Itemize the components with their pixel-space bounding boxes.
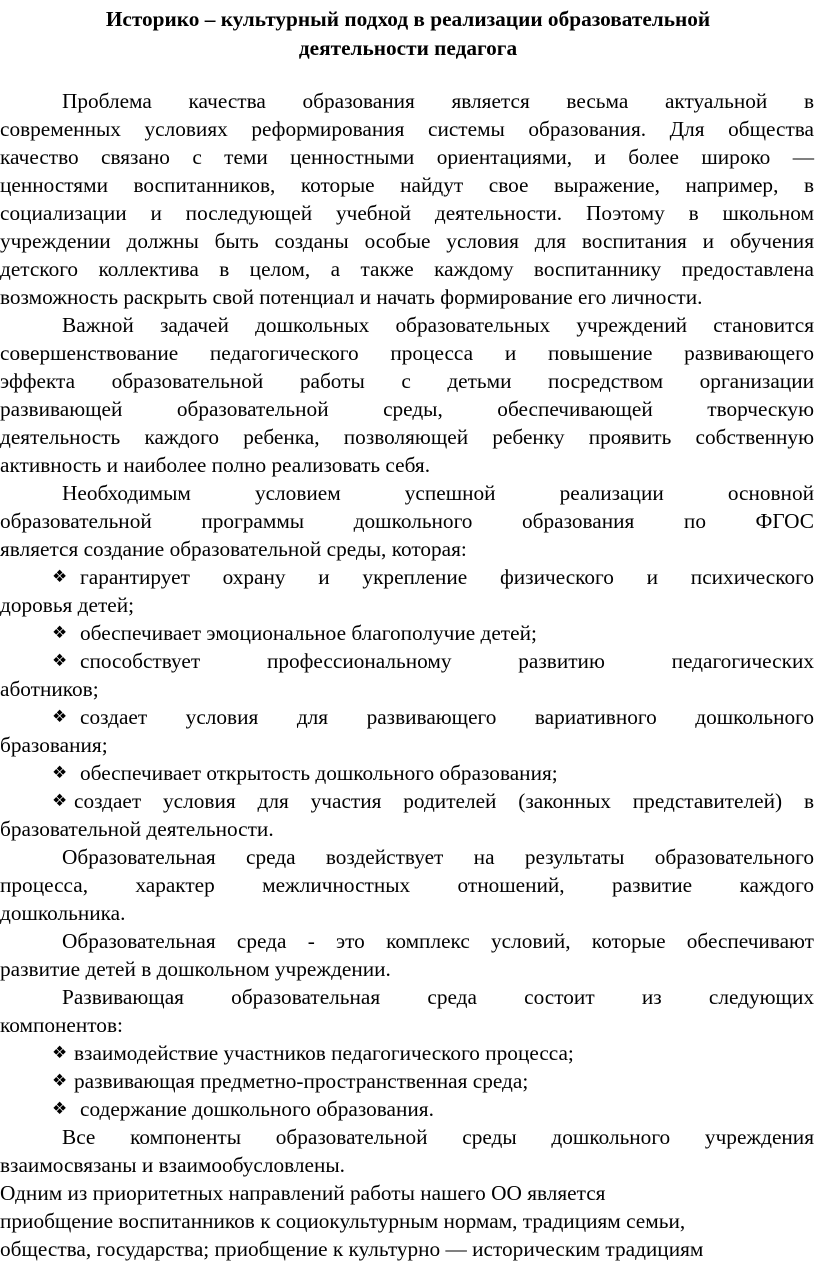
diamond-bullet-icon: ❖ — [52, 567, 68, 587]
diamond-bullet-icon: ❖ — [52, 1099, 68, 1119]
list-item-text: развивающая предметно-пространственная среда; — [74, 1069, 529, 1093]
list-item — [52, 619, 814, 647]
document-title-line-2: деятельности педагога — [298, 36, 518, 60]
paragraph-line: является создание образовательной среды, которая: — [0, 537, 467, 561]
list-item-text: создает условия для участия родителей (законных представителей) в — [74, 789, 814, 813]
paragraph-line: Необходимым условием успешной реализации основной — [62, 481, 814, 505]
diamond-bullet-icon: ❖ — [52, 763, 68, 783]
paragraph-line: эффекта образовательной работы с детьми посредством организации — [0, 369, 814, 393]
diamond-bullet-icon: ❖ — [52, 623, 68, 643]
list-item-text: создает условия для развивающего вариативного дошкольного — [80, 705, 814, 729]
list-item-text: гарантирует охрану и укрепление физического и психического — [80, 565, 814, 589]
list-item — [52, 1039, 814, 1067]
paragraph-line: Образовательная среда - это комплекс условий, которые обеспечивают — [62, 929, 814, 953]
paragraph-line: дошкольника. — [0, 901, 126, 925]
list-item — [52, 1095, 814, 1123]
paragraph-line: возможность раскрыть свой потенциал и начать формирование его личности. — [0, 285, 703, 309]
list-item-text: обеспечивает открытость дошкольного образования; — [80, 761, 558, 785]
list-item — [52, 1067, 814, 1095]
paragraph-line: учреждении должны быть созданы особые условия для воспитания и обучения — [0, 229, 814, 253]
paragraph-line: взаимосвязаны и взаимообусловлены. — [0, 1153, 345, 1177]
paragraph-line: Образовательная среда воздействует на результаты образовательного — [62, 845, 814, 869]
paragraph-line: Проблема качества образования является весьма актуальной в — [62, 89, 814, 113]
list-item — [52, 759, 814, 787]
list-item-text: взаимодействие участников педагогического процесса; — [74, 1041, 574, 1065]
document-title-line-1: Историко – культурный подход в реализации образовательной — [105, 7, 711, 31]
paragraph-line: современных условиях реформирования системы образования. Для общества — [0, 117, 814, 141]
paragraph-line: Развивающая образовательная среда состоит из следующих — [62, 985, 814, 1009]
paragraph-line: общества, государства; приобщение к культурно — историческим традициям — [0, 1237, 704, 1261]
paragraph-line: качество связано с теми ценностными ориентациями, и более широко — — [0, 145, 814, 169]
paragraph-line: деятельность каждого ребенка, позволяющей ребенку проявить собственную — [0, 425, 814, 449]
list-item-text: содержание дошкольного образования. — [80, 1097, 434, 1121]
list-item-continuation: аботников; — [0, 677, 99, 701]
list-item-continuation: доровья детей; — [0, 593, 135, 617]
paragraph-line: социализации и последующей учебной деятельности. Поэтому в школьном — [0, 201, 814, 225]
list-item-text: обеспечивает эмоциональное благополучие детей; — [80, 621, 537, 645]
diamond-bullet-icon: ❖ — [52, 1071, 68, 1091]
diamond-bullet-icon: ❖ — [52, 651, 68, 671]
list-item — [52, 703, 814, 731]
list-item-continuation: бразования; — [0, 733, 108, 757]
paragraph-line: детского коллектива в целом, а также каждому воспитаннику предоставлена — [0, 257, 814, 281]
list-item-continuation: бразовательной деятельности. — [0, 817, 274, 841]
paragraph-line: развивающей образовательной среды, обеспечивающей творческую — [0, 397, 814, 421]
list-item — [52, 563, 814, 591]
diamond-bullet-icon: ❖ — [52, 707, 68, 727]
paragraph-line: образовательной программы дошкольного образования по ФГОС — [0, 509, 814, 533]
paragraph-line: Важной задачей дошкольных образовательных учреждений становится — [62, 313, 814, 337]
list-item — [52, 787, 814, 815]
diamond-bullet-icon: ❖ — [52, 1043, 68, 1063]
paragraph-line: процесса, характер межличностных отношений, развитие каждого — [0, 873, 814, 897]
list-item — [52, 647, 814, 675]
list-item-text: способствует профессиональному развитию педагогических — [80, 649, 814, 673]
paragraph-line: развитие детей в дошкольном учреждении. — [0, 957, 391, 981]
diamond-bullet-icon: ❖ — [52, 791, 68, 811]
paragraph-line: Одним из приоритетных направлений работы нашего ОО является — [0, 1181, 606, 1205]
paragraph-line: Все компоненты образовательной среды дошкольного учреждения — [62, 1125, 814, 1149]
paragraph-line: активность и наиболее полно реализовать себя. — [0, 453, 431, 477]
paragraph-line: компонентов: — [0, 1013, 123, 1037]
paragraph-line: совершенствование педагогического процесса и повышение развивающего — [0, 341, 814, 365]
paragraph-line: ценностями воспитанников, которые найдут свое выражение, например, в — [0, 173, 814, 197]
paragraph-line: приобщение воспитанников к социокультурным нормам, традициям семьи, — [0, 1209, 686, 1233]
